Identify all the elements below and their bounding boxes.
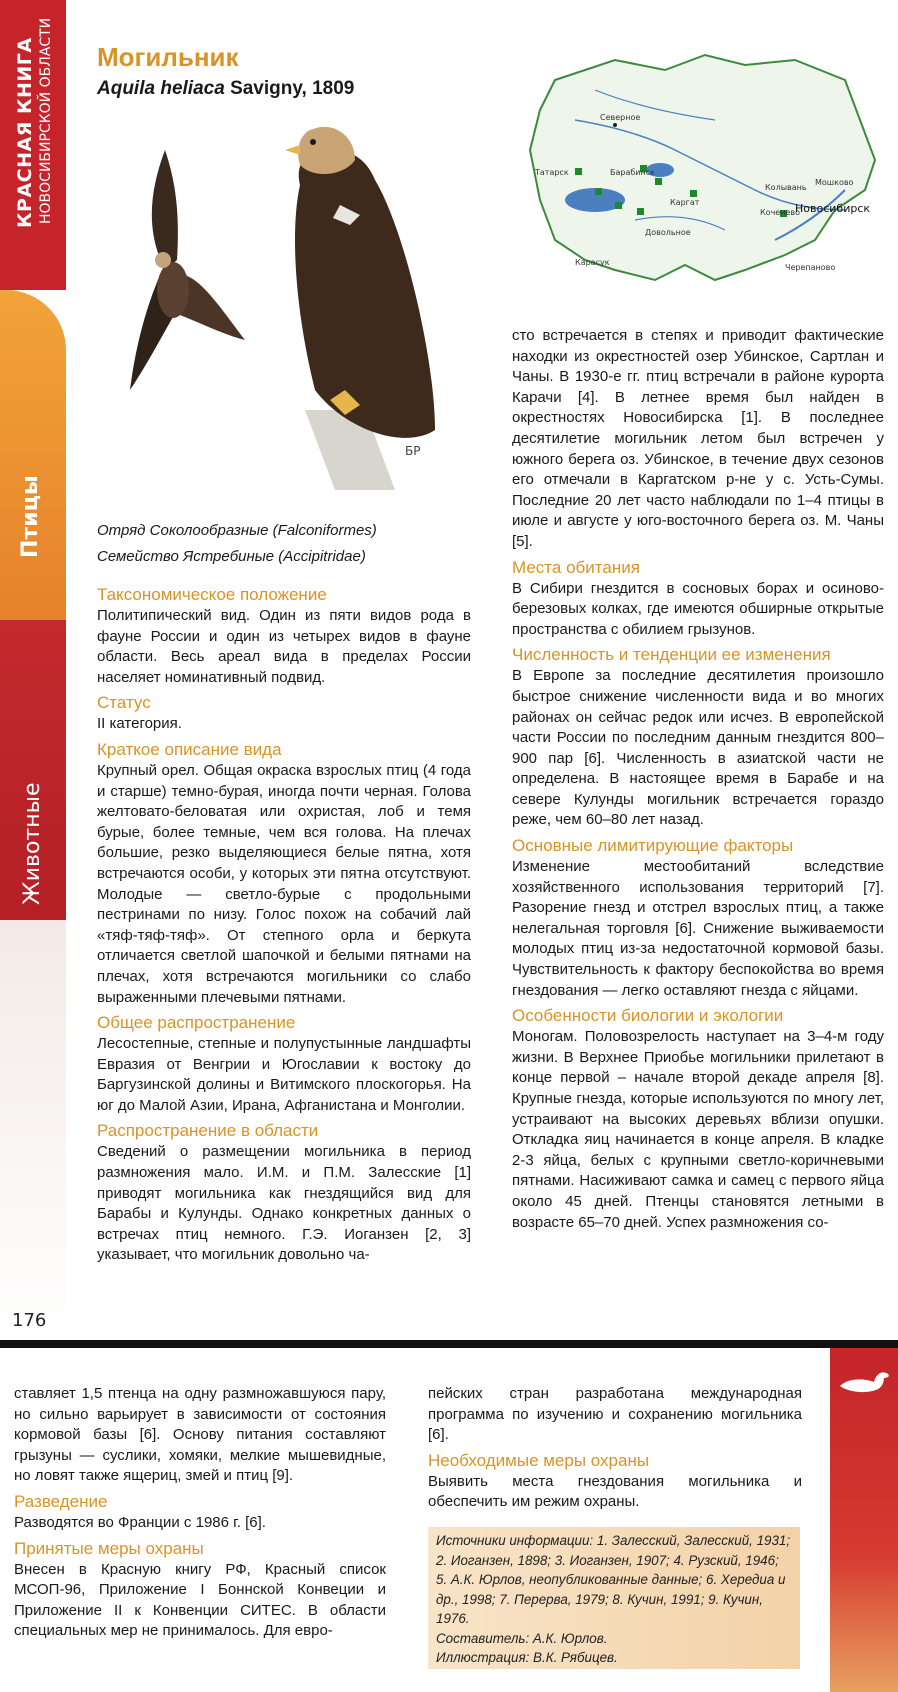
map-label-cherepanovo: Черепаново xyxy=(785,263,836,272)
record-marker-icon xyxy=(595,188,602,195)
measures-text: Внесен в Красную книгу РФ, Красный список МСОП-96, Приложение I Боннской Конвеции и Приложение II к Конвенции СИТЕС. В области специальных мер не принималось. Для евро- xyxy=(14,1560,386,1640)
distribution-map xyxy=(515,40,885,300)
map-label-barabinsk: Барабинск xyxy=(610,168,655,177)
map-label-severnoe: Северное xyxy=(600,113,641,122)
eagle-illustration xyxy=(105,110,485,490)
map-label-dovolnoe: Довольное xyxy=(645,228,691,237)
map-label-tatarsk: Татарск xyxy=(535,168,569,177)
side-banner-right xyxy=(830,1348,898,1692)
region-range-text-cont: сто встречается в степях и приводит фактические находки из окрестностей озер Убинское, Сартлан и Чаны. В 1930-е гг. птиц встречали в районе курорта Карачи [4]. В летнее время был найден в окрестностях Новосибирска [1]. В последнее десятилетие могильник летом был встречен у южного берега оз. Убинское, в течение двух сезонов его отмечали в Каргатском р-не у с. Усть-Сумы. Последние 20 лет часто наблюдали по 1–4 птицы в июле и августе у юго-восточного берега оз. М. Чаны [5]. xyxy=(512,327,884,550)
numbers-text: В Европе за последние десятилетия произошло быстрое снижение численности вида и во многих районах он сейчас редок или исчез. В европейской части России по последним данным гнездится 800–900 пар [6]. Численность в азиатской части не определена. В настоящее время в Барабе и на севере Кулунды могильник встречается гораздо реже, чем 60–80 лет назад. xyxy=(512,667,884,829)
status-heading: Статус xyxy=(97,693,151,713)
page-number: 176 xyxy=(12,1310,47,1331)
taxon-heading: Таксономическое положение xyxy=(97,585,327,604)
latin-name xyxy=(97,78,354,100)
factors-heading: Основные лимитирующие факторы xyxy=(512,836,794,856)
record-marker-icon xyxy=(575,168,582,175)
perched-eagle-icon xyxy=(285,127,435,490)
needed-measures-text: Выявить места гнездования могильника и обеспечить им режим охраны. xyxy=(428,1472,802,1511)
right-column xyxy=(512,326,884,1237)
biology-text-cont: ставляет 1,5 птенца на одну размножавшуюся пару, но сильно варьирует в зависимости от состояния кормовой базы [6]. Основу питания составляют грызуны — суслики, хомяки, мелкие мышевидные, но ловят также ящериц, змей и птиц [9]. xyxy=(14,1385,386,1485)
record-marker-icon xyxy=(690,190,697,197)
measures-text-cont: пейских стран разработана международная программа по изучению и сохранению могильника [6]. xyxy=(428,1385,802,1444)
author-year: Savigny, 1809 xyxy=(230,78,355,99)
artist-signature: БР xyxy=(405,444,421,458)
page-divider xyxy=(0,1340,898,1348)
record-marker-icon xyxy=(615,202,622,209)
page2-right-column xyxy=(428,1384,802,1517)
habitat-text: В Сибири гнездится в сосновых борах и осиново-березовых колках, где имеются обширные открытые пространства с обилием грызунов. xyxy=(512,579,884,638)
record-marker-icon xyxy=(655,178,662,185)
flying-eagle-icon xyxy=(130,150,245,390)
region-range-heading: Распространение в области xyxy=(97,1121,319,1141)
range-text: Лесостепные, степные и полупустынные ландшафты Евразия от Венгрии и Югославии к востоку до Баргузинской долины и Витимского плоскогорья. На юг до Малой Азии, Ирана, Афганистана и Монголии. xyxy=(97,1035,471,1114)
habitat-heading: Места обитания xyxy=(512,557,640,577)
kingdom-label: Животные xyxy=(20,782,45,905)
range-heading: Общее распространение xyxy=(97,1013,296,1033)
map-label-moshkovo: Мошково xyxy=(815,178,854,187)
map-label-kochenevo: Коченево xyxy=(760,208,800,217)
record-marker-icon xyxy=(637,208,644,215)
factors-text: Изменение местообитаний вследствие хозяйственного использования территорий [7]. Разорение гнезд и отстрел взрослых птиц, а также нелегальная торговля [6]. Снижение выживаемости молодых птиц из-за недостаточной кормовой базы. Чувствительность к фактору беспокойства во время гнездования — легко оставляют гнезда с яйцами. xyxy=(512,858,884,999)
class-label: Птицы xyxy=(18,475,43,558)
breeding-heading: Разведение xyxy=(14,1491,108,1511)
left-column xyxy=(97,582,471,1270)
duck-icon xyxy=(830,1348,898,1408)
map-label-karasuk: Карасук xyxy=(575,258,610,267)
illustrator: Иллюстрация: В.К. Рябицев. xyxy=(436,1650,618,1665)
region-range-text: Сведений о размещении могильника в период размножения мало. И.М. и П.М. Залесские [1] приводят могильника как гнездящийся вид для Барабы и Кулунды. Однако конкретных данных о встречах птиц немного. Г.Э. Иоганзен [2, 3] указывает, что могильник довольно ча- xyxy=(97,1143,471,1264)
taxon-text: Политипический вид. Один из пяти видов рода в фауне России и один из четырех видов в фауне области. Весь ареал вида в пределах России населяет номинативный подвид. xyxy=(97,607,471,686)
species-title: Могильник xyxy=(97,42,239,72)
taxonomy-family: Семейство Ястребиные (Accipitridae) xyxy=(97,548,366,565)
map-label-kolyvan: Колывань xyxy=(765,183,807,192)
latin-binomial: Aquila heliaca xyxy=(97,78,225,99)
measures-heading: Принятые меры охраны xyxy=(14,1538,204,1558)
side-banner xyxy=(0,0,66,1340)
breeding-text: Разводятся во Франции с 1986 г. [6]. xyxy=(14,1513,266,1531)
compiler: Составитель: А.К. Юрлов. xyxy=(436,1630,608,1646)
biology-text: Моногам. Половозрелость наступает на 3–4-м году жизни. В Верхнее Приобье могильники прилетают в конце первой – начале второй декаде апреля [8]. Крупные гнезда, которые используются по многу лет, устраивают на высоких деревьях вблизи опушки. Откладка яиц начинается в конце апреля. В кладке 2-3 яйца, белых с крупными светло-коричневыми пятнами. Насиживают самка и самец с первого яйца около 45 дней. Птенцы становятся летными в возрасте 65–70 дней. Успех размножения со- xyxy=(512,1028,884,1231)
numbers-heading: Численность и тенденции ее изменения xyxy=(512,645,831,665)
sources-list: Источники информации: 1. Залесский, Залесский, 1931; 2. Иоганзен, 1898; 3. Иоганзен, 1907; 4. Рузский, 1946; 5. А.К. Юрлов, неопубликованные данные; 6. Хередиа и др., 1998; 7. Перерва, 1979; 8. Кучин, 1991; 9. Кучин, 1976. xyxy=(436,1533,791,1626)
map-label-novosibirsk: Новосибирск xyxy=(795,202,871,215)
description-heading: Краткое описание вида xyxy=(97,739,282,759)
map-label-kargat: Каргат xyxy=(670,198,700,207)
book-region: НОВОСИБИРСКОЙ ОБЛАСТИ xyxy=(38,17,54,224)
biology-heading: Особенности биологии и экологии xyxy=(512,1006,784,1026)
status-text: II категория. xyxy=(97,715,182,733)
book-title: КРАСНАЯ КНИГА xyxy=(14,37,36,228)
needed-measures-heading: Необходимые меры охраны xyxy=(428,1450,650,1470)
taxonomy-order: Отряд Соколообразные (Falconiformes) xyxy=(97,522,377,539)
page2-left-column xyxy=(14,1384,386,1646)
description-text: Крупный орел. Общая окраска взрослых птиц (4 года и старше) темно-бурая, иногда почти черная. Голова желтовато-беловатая или охристая, лоб и темя бурые, более темные, чем вся голова. На плечах большие, резко выделяющиеся белые пятна, хотя встречаются особи, у которых эти пятна отсутствуют. Молодые — светло-бурые с продольными пестринами по низу. Голос похож на собачий лай «тяф-тяф-тяф». От степного орла и беркута отличается светлой шапочкой и белыми пятнами на плечах, хотя встречаются могильники со слабо выраженными плечевыми пятнами. xyxy=(97,761,471,1006)
sources-box xyxy=(428,1527,800,1669)
